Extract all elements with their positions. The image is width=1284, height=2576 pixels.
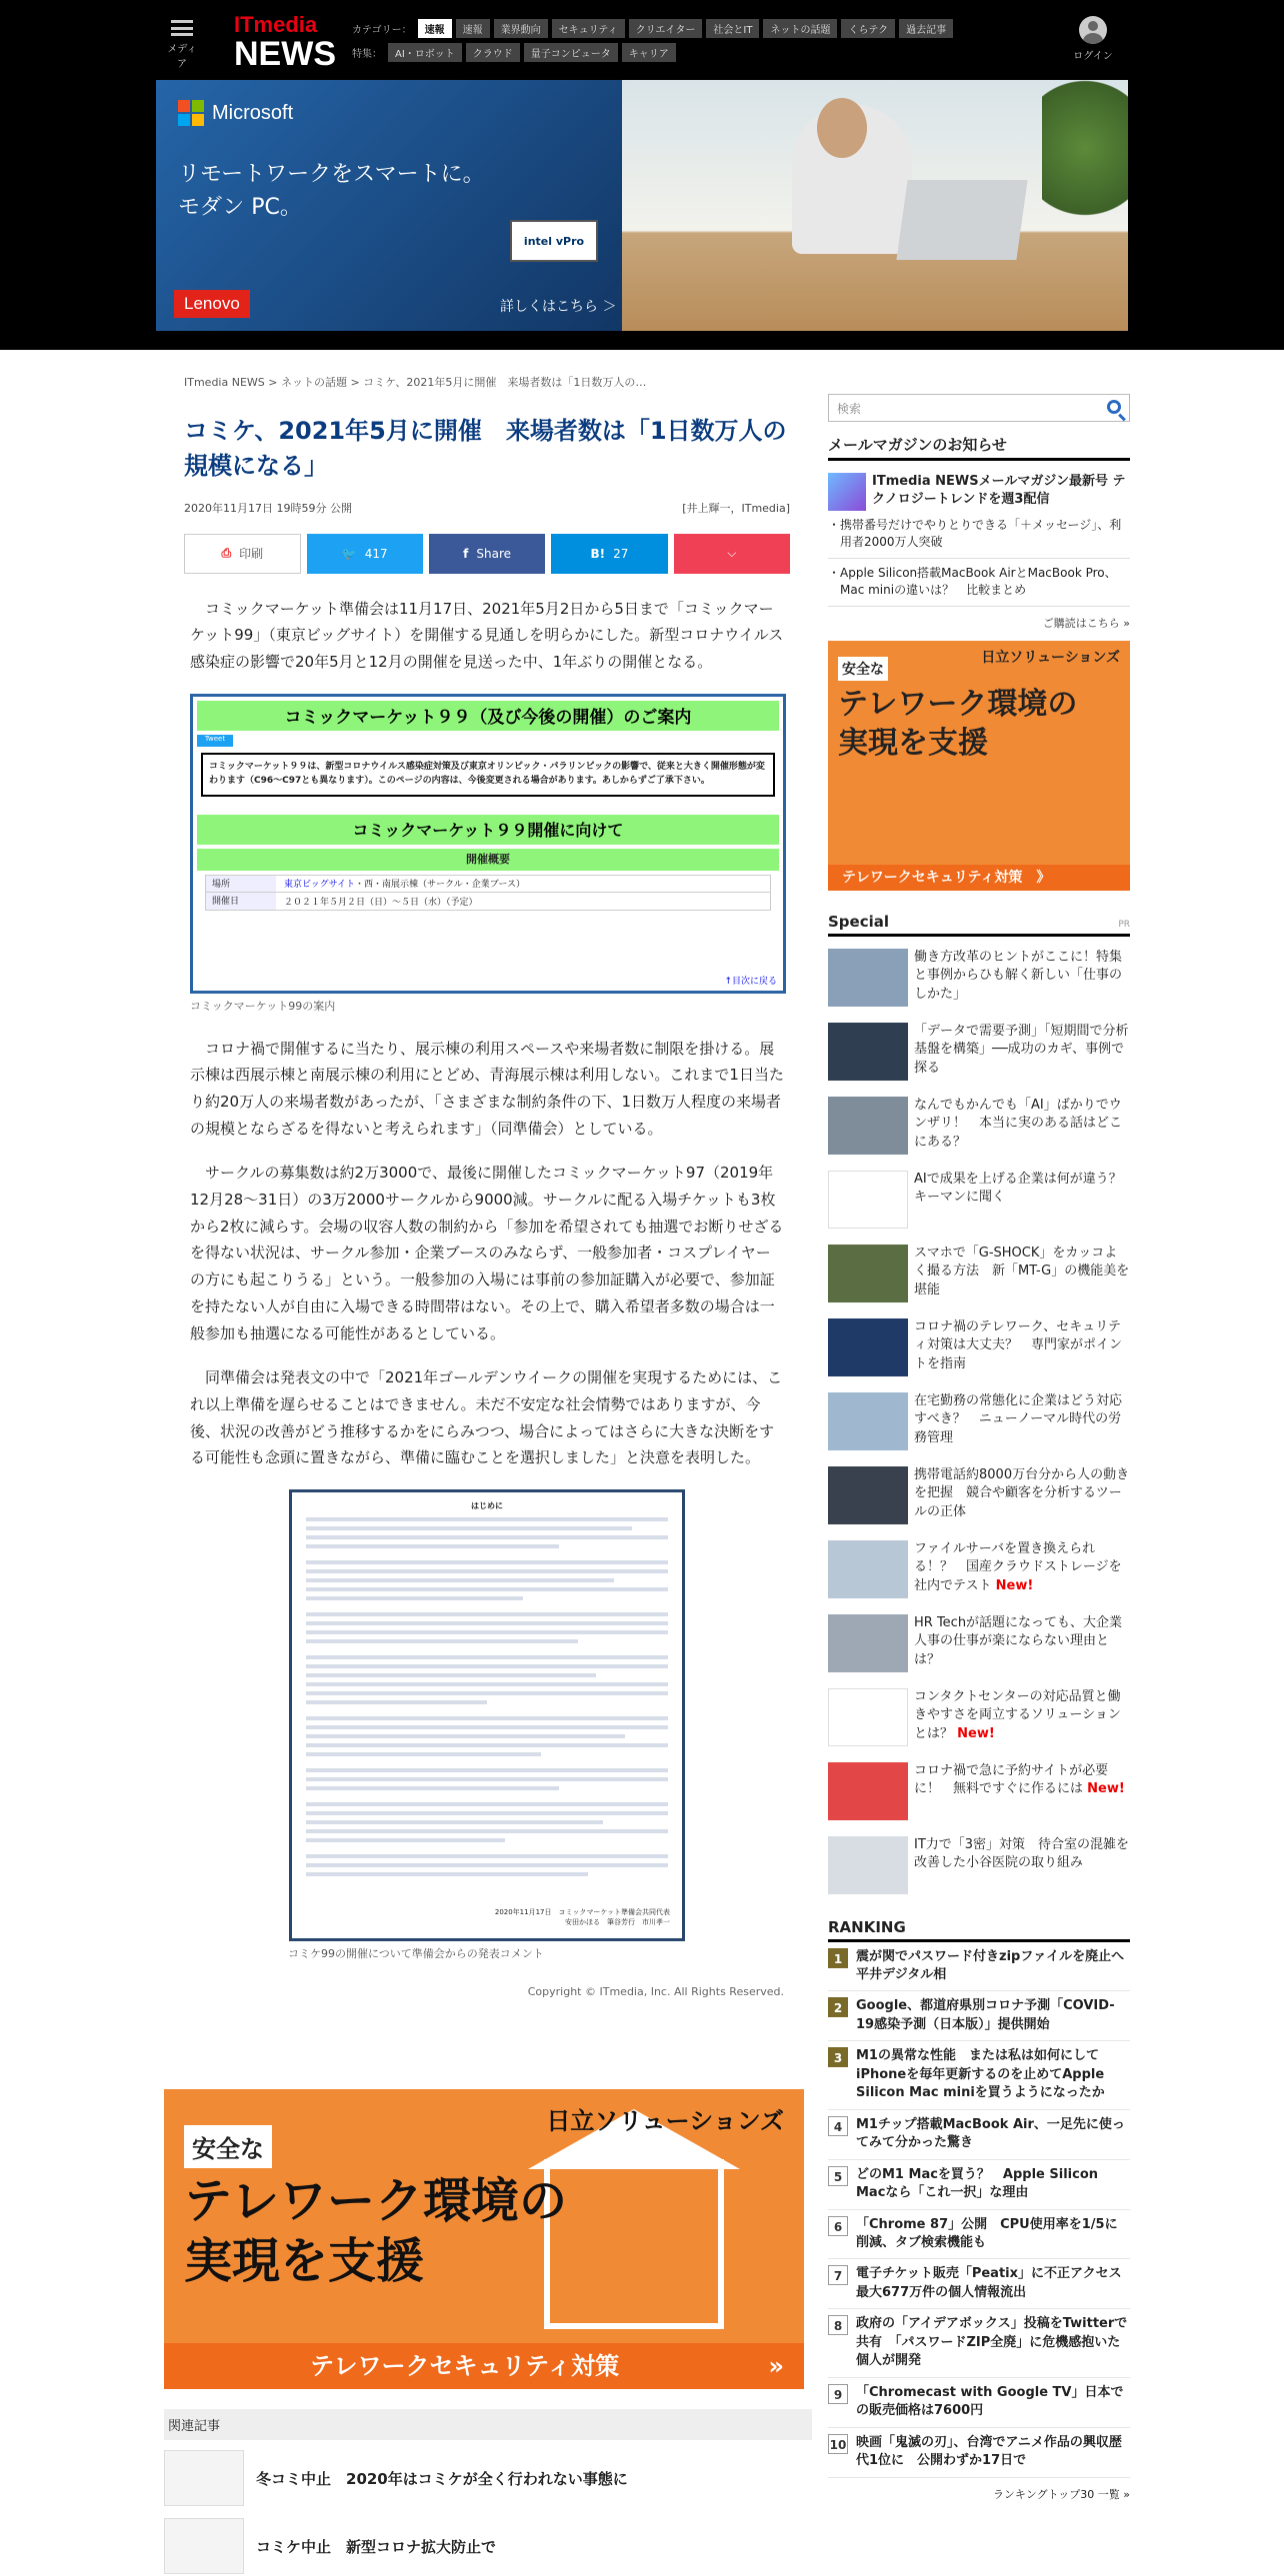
ad-headline-line: テレワーク環境の <box>838 686 1078 722</box>
ad-panel <box>156 80 622 331</box>
special-text: 在宅勤務の常態化に企業はどう対応すべき？ ニューノーマル時代の労務管理 <box>914 1392 1123 1446</box>
related-item[interactable] <box>164 2516 812 2576</box>
print-button[interactable] <box>184 534 301 574</box>
facebook-label: Share <box>476 546 512 561</box>
article-bottom-ad[interactable] <box>164 2089 804 2389</box>
pr-label: PR <box>1118 919 1130 930</box>
statement-signature <box>495 1907 670 1928</box>
ad-bar-text: テレワークセキュリティ対策 <box>310 2352 620 2380</box>
table-key: 場所 <box>206 876 276 892</box>
article-column <box>184 360 790 1998</box>
category-item[interactable]: 業界動向 <box>494 19 548 38</box>
special-item[interactable] <box>828 1392 1130 1454</box>
special-item[interactable] <box>828 949 1130 1011</box>
ranking-list <box>828 1942 1138 2478</box>
comiket-notice-figure[interactable] <box>190 694 786 994</box>
special-title <box>914 949 1130 1011</box>
category-item[interactable]: くらテク <box>841 19 895 38</box>
special-text: 働き方改革のヒントがここに！特集と事例からひも解く新しい「仕事のしかた」 <box>914 949 1123 1003</box>
statement-title: はじめに <box>471 1500 503 1510</box>
feature-item[interactable]: クラウド <box>466 43 520 62</box>
special-title <box>914 1245 1130 1306</box>
sidebar-ad[interactable] <box>828 641 1130 891</box>
user-icon <box>1079 16 1107 44</box>
ad-line-1: リモートワークをスマートに。 <box>178 162 485 187</box>
ad-tag: 安全な <box>184 2125 272 2168</box>
related-heading: 関連記事 <box>164 2409 812 2440</box>
special-thumbnail <box>828 1392 908 1450</box>
special-title <box>914 1688 1130 1750</box>
ad-photo <box>622 80 1128 331</box>
category-item[interactable]: 過去記事 <box>899 19 953 38</box>
special-text: AIで成果を上げる企業は何が違う？ キーマンに聞く <box>914 1171 1135 1206</box>
login-label: ログイン <box>1073 51 1113 62</box>
sidebar <box>828 394 1138 2502</box>
ad-brand: 日立ソリューションズ <box>981 649 1120 666</box>
ranking-item[interactable] <box>828 2259 1135 2309</box>
ranking-title: 「Chromecast with Google TV」日本での販売価格は7600円 <box>856 2384 1124 2419</box>
special-item[interactable] <box>828 1171 1135 1233</box>
special-item[interactable] <box>828 1688 1130 1750</box>
mail-title: ITmedia NEWSメールマガジン最新号 テクノロジートレンドを週3配信 <box>872 474 1126 507</box>
overview-heading: 開催概要 <box>197 849 779 871</box>
figure-note: コミックマーケット９９は、新型コロナウイルス感染症対策及び東京オリンピック・パラリンピックの影響で、従来と大きく開催形態が変わります（C96～C97とも異なります）。このページの内容は、今後変更される場合があります。あしからずご了承下さい。 <box>201 753 775 797</box>
ad-headline-line: テレワーク環境の <box>184 2173 568 2229</box>
figure-caption: コミケ99の開催について準備会からの発表コメント <box>288 1946 544 1960</box>
ranking-title: 映画「鬼滅の刃」、台湾でアニメ作品の興収歴代1位に 公開わずか17日で <box>856 2434 1122 2469</box>
special-title <box>914 1614 1130 1676</box>
tweet-count: 417 <box>364 546 388 561</box>
special-thumbnail <box>828 1171 908 1229</box>
menu-button[interactable] <box>164 20 200 70</box>
category-item[interactable]: セキュリティ <box>552 19 625 38</box>
feature-item[interactable]: キャリア <box>622 43 676 62</box>
special-item[interactable] <box>828 1097 1130 1159</box>
special-item[interactable] <box>828 1836 1130 1898</box>
author: [井上輝一，ITmedia] <box>682 501 790 515</box>
search-input[interactable] <box>828 394 1130 422</box>
feature-item[interactable]: 量子コンピュータ <box>524 43 618 62</box>
ad-brand: 日立ソリューションズ <box>546 2107 784 2135</box>
feature-label: 特集： <box>352 48 382 60</box>
special-item[interactable] <box>828 1614 1130 1676</box>
paragraph: コロナ禍で開催するに当たり、展示棟の利用スペースや来場者数に制限を掛ける。展示棟は西展示棟と南展示棟の利用にとどめ、青海展示棟は利用しない。これまで1日当たり約20万人の来場者数があったが、「さまざまな制約条件の下、1日数万人程度の来場者の規模とならざるを得ないと考えられます」（同準備会）としている。 <box>190 1039 784 1138</box>
mail-item[interactable]: ・ Apple Silicon搭載MacBook AirとMacBook Pro、Mac miniの違いは？ 比較まとめ <box>828 559 1130 607</box>
special-thumbnail <box>828 1318 908 1376</box>
special-text: 「データで需要予測」「短期間で分析基盤を構築」──成功のカギ、事例で探る <box>914 1023 1129 1077</box>
facebook-icon: f <box>463 546 469 561</box>
subscribe-link[interactable]: ご購読はこちら » <box>1042 616 1130 630</box>
figure-heading: コミックマーケット９９開催に向けて <box>197 815 779 845</box>
ranking-title: M1の異常な性能 または私は如何にしてiPhoneを毎年更新するのを止めてApple Silicon Mac miniを買うようになったか <box>856 2048 1105 2101</box>
ad-tag: 安全な <box>838 657 888 681</box>
venue-rest: ・西・南展示棟（サークル・企業ブース） <box>355 880 526 891</box>
new-badge: New! <box>995 1578 1034 1594</box>
rank-number: 10 <box>828 2434 848 2454</box>
ranking-heading: RANKING <box>828 1918 1130 1942</box>
special-thumbnail <box>828 1466 908 1524</box>
category-nav <box>352 18 992 66</box>
search-icon[interactable] <box>1107 400 1121 414</box>
related-thumbnail <box>164 2518 244 2574</box>
site-header <box>156 10 1128 73</box>
special-title <box>914 1318 1130 1380</box>
pocket-icon: ⌵ <box>727 546 737 561</box>
vpro-badge: intel vPro <box>510 220 598 262</box>
house-icon <box>544 2159 724 2329</box>
special-thumbnail <box>828 1540 908 1598</box>
hatena-count: 27 <box>613 546 629 561</box>
ranking-item[interactable] <box>828 2428 1130 2478</box>
special-thumbnail <box>828 1614 908 1672</box>
rank-number: 6 <box>828 2216 848 2236</box>
figure-caption: コミックマーケット99の案内 <box>190 999 336 1013</box>
rank-number: 2 <box>828 1997 848 2017</box>
related-title: 冬コミ中止 2020年はコミケが全く行われない事態に <box>256 2469 628 2488</box>
related-thumbnail <box>164 2450 244 2506</box>
related-item[interactable] <box>164 2448 812 2508</box>
ranking-item[interactable] <box>828 2160 1130 2210</box>
special-thumbnail <box>828 1023 908 1081</box>
login-button[interactable] <box>1068 16 1118 62</box>
special-thumbnail <box>828 949 908 1007</box>
table-value: ２０２１年５月２日（日）～５日（水）（予定） <box>284 897 478 908</box>
ranking-item[interactable] <box>828 1942 1138 1992</box>
ranking-item[interactable] <box>828 2210 1130 2260</box>
ranking-item[interactable] <box>828 2378 1130 2428</box>
ad-headline <box>838 685 1077 763</box>
category-item[interactable]: ネットの話題 <box>763 19 837 38</box>
lenovo-logo: Lenovo <box>174 290 250 318</box>
category-item[interactable]: 速報 <box>418 19 452 38</box>
ranking-title: Google、都道府県別コロナ予測「COVID-19感染予測（日本版）」提供開始 <box>856 1998 1115 2032</box>
site-logo[interactable] <box>234 12 336 73</box>
print-label: 印刷 <box>239 547 264 562</box>
rank-number: 4 <box>828 2116 848 2136</box>
ranking-item[interactable] <box>828 2110 1130 2160</box>
special-title <box>914 1540 1130 1602</box>
new-badge: New! <box>957 1726 995 1742</box>
category-item[interactable]: 社会とIT <box>706 19 759 38</box>
hamburger-icon <box>171 20 193 36</box>
mail-magazine[interactable] <box>828 473 1130 511</box>
ad-cta-link[interactable]: 詳しくはこちら ＞ <box>500 299 617 315</box>
article-body <box>184 596 790 1998</box>
figure-tweet-button: Tweet <box>197 735 233 747</box>
rank-number: 5 <box>828 2166 848 2186</box>
special-text: コロナ禍のテレワーク、セキュリティ対策は大丈夫？ 専門家がポイントを指南 <box>914 1318 1123 1372</box>
ranking-title: 電子チケット販売「Peatix」に不正アクセス 最大677万件の個人情報流出 <box>856 2266 1135 2300</box>
overview-table <box>205 875 771 911</box>
publish-date: 2020年11月17日 19時59分 公開 <box>184 501 352 515</box>
ranking-title: 政府の「アイデアボックス」投稿をTwitterで共有 「パスワードZIP全廃」に危機感抱いた個人が開発 <box>856 2316 1128 2369</box>
special-title <box>914 1466 1130 1528</box>
rank-number: 8 <box>828 2315 848 2335</box>
ranking-title: 「Chrome 87」公開 CPU使用率を1/5に削減、タブ検索機能も <box>856 2216 1118 2250</box>
special-title <box>914 1023 1130 1085</box>
logo-bottom: NEWS <box>234 35 336 73</box>
feature-item[interactable]: AI・ロボット <box>388 43 462 62</box>
pdf-icon: ⎙ <box>221 546 232 561</box>
rank-number: 7 <box>828 2265 848 2285</box>
special-heading <box>828 913 1130 937</box>
logo-top: ITmedia <box>234 12 318 37</box>
hatena-icon: B! <box>590 546 606 561</box>
special-title <box>914 1392 1130 1454</box>
article-title: コミケ、2021年5月に開催 来場者数は「1日数万人の規模になる」 <box>184 417 787 480</box>
special-thumbnail <box>828 1245 908 1302</box>
hatena-button[interactable] <box>551 534 667 574</box>
special-text: ファイルサーバを置き換えられる！？ 国産クラウドストレージを社内でテスト <box>914 1540 1122 1594</box>
figure-header: コミックマーケット９９（及び今後の開催）のご案内 <box>197 701 779 731</box>
top-advertisement[interactable] <box>156 80 1128 331</box>
special-text: IT力で「3密」対策 待合室の混雑を改善した小谷医院の取り組み <box>914 1836 1130 1871</box>
facebook-share-button[interactable] <box>429 534 545 574</box>
windows-icon <box>178 100 204 126</box>
twitter-icon: 🐦 <box>341 546 357 561</box>
paragraph: サークルの募集数は約2万3000で、最後に開催したコミックマーケット97（2019年12月28～31日）の3万2000サークルから9000減。サークルに配る入場チケットも3枚から2枚に減らす。会場の収容人数の制約から「参加を希望されても抽選でお断りせざるを得ない状況は、サークル参加・企業ブースのみならず、一般参加者・コスプレイヤーの方にも起こりうる」という。一般参加の入場には事前の参加証購入が必要で、参加証を持たない人が自由に入場できる時間帯はない。その上で、購入希望者多数の場合は一般参加も抽選になる可能性があるとしている。 <box>190 1164 784 1342</box>
ad-bar <box>164 2343 804 2389</box>
pocket-button[interactable] <box>674 534 790 574</box>
special-list <box>828 949 1135 1898</box>
ranking-title: M1チップ搭載MacBook Air、一足先に使ってみて分かった驚き <box>856 2116 1125 2151</box>
special-title <box>914 1097 1130 1159</box>
special-item[interactable] <box>828 1245 1130 1306</box>
related-title: コミケ中止 新型コロナ拡大防止で <box>256 2537 497 2556</box>
ad-brand: Microsoft <box>212 101 294 124</box>
double-chevron-icon: » <box>768 2352 784 2380</box>
special-text: なんでもかんでも「AI」ばかりでウンザリ！ 本当に実のある話はどこにある？ <box>914 1097 1123 1151</box>
ranking-item[interactable] <box>828 2041 1130 2109</box>
rank-number: 9 <box>828 2384 848 2404</box>
category-label: カテゴリー： <box>352 24 412 36</box>
new-badge: New! <box>1087 1781 1125 1797</box>
back-to-toc: ↑目次に戻る <box>724 976 777 987</box>
special-item[interactable] <box>828 1466 1130 1528</box>
ranking-item[interactable] <box>828 1991 1130 2041</box>
special-thumbnail <box>828 1762 908 1820</box>
special-item[interactable] <box>828 1023 1130 1085</box>
paragraph: 同準備会は発表文の中で「2021年ゴールデンウイークの開催を実現するためには、これ以上準備を遅らせることはできません。未だ不安定な社会情勢ではありますが、今後、状況の改善がどう推移するかをにらみつつ、場合によってはさらに大きな決断をする可能性も念頭に置きながら、準備に臨むことを選択しました」と決意を表明した。 <box>190 1368 783 1467</box>
paragraph: コミックマーケット準備会は11月17日、2021年5月2日から5日まで「コミックマーケット99」（東京ビッグサイト）を開催する見通しを明らかにした。新型コロナウイルス感染症の影響で20年5月と12月の開催を見送った中、1年ぶりの開催となる。 <box>190 599 784 671</box>
breadcrumb[interactable]: ITmedia NEWS > ネットの話題 > コミケ、2021年5月に開催 来場者数は「1日数万人の… <box>184 376 647 389</box>
special-text: 携帯電話約8000万台分から人の動きを把握 競合や顧客を分析するツールの正体 <box>914 1466 1130 1520</box>
special-text: コンタクトセンターの対応品質と働きやすさを両立するソリューションとは？ <box>914 1688 1121 1742</box>
special-item[interactable] <box>828 1318 1130 1380</box>
special-title: Special <box>828 912 890 931</box>
category-item[interactable]: クリエイター <box>629 19 703 38</box>
copyright: Copyright © ITmedia, Inc. All Rights Reserved. <box>527 1984 784 1998</box>
search-placeholder: 検索 <box>837 402 862 416</box>
rank-number: 1 <box>828 1948 848 1968</box>
ad-headline-line: 実現を支援 <box>838 725 988 761</box>
special-title <box>914 1171 1135 1233</box>
microsoft-logo <box>178 100 293 126</box>
table-key: 開催日 <box>206 893 276 910</box>
article-meta <box>184 500 790 516</box>
menu-label: メディア <box>167 44 197 70</box>
mail-heading: メールマガジンのお知らせ <box>828 434 1130 461</box>
ad-headline-line: 実現を支援 <box>184 2233 425 2289</box>
special-title <box>914 1762 1130 1824</box>
ad-copy <box>178 158 485 224</box>
venue-link: 東京ビッグサイト <box>284 880 356 891</box>
special-thumbnail <box>828 1836 908 1894</box>
ad-line-2: モダン PC。 <box>178 195 302 220</box>
special-text: HR Techが話題になっても、大企業人事の仕事が楽にならない理由とは？ <box>914 1614 1123 1668</box>
ranking-title: どのM1 Macを買う？ Apple Silicon Macなら「これ一択」な理由 <box>856 2166 1099 2201</box>
share-bar <box>184 534 790 574</box>
special-item[interactable] <box>828 1540 1130 1602</box>
ranking-item[interactable] <box>828 2309 1130 2377</box>
special-thumbnail <box>828 1097 908 1155</box>
special-text: スマホで「G-SHOCK」をカッコよく撮る方法 新「MT-G」の機能美を堪能 <box>914 1245 1130 1298</box>
special-thumbnail <box>828 1688 908 1746</box>
statement-figure[interactable] <box>289 1489 685 1941</box>
category-item[interactable]: 速報 <box>456 19 490 38</box>
related-articles <box>164 2409 812 2576</box>
statement-text-lines <box>306 1517 668 1876</box>
special-text: コロナ禍で急に予約サイトが必要に！ 無料ですぐに作るには <box>914 1762 1109 1797</box>
special-title <box>914 1836 1130 1898</box>
ranking-more-link[interactable]: ランキングトップ30 一覧 » <box>992 2487 1130 2501</box>
ad-headline <box>184 2171 567 2291</box>
ad-bar: テレワークセキュリティ対策 》 <box>828 865 1130 891</box>
signature-line: 2020年11月17日 コミックマーケット準備会共同代表 <box>494 1907 670 1916</box>
mail-icon <box>828 473 866 511</box>
ranking-title: 震が関でパスワード付きzipファイルを廃止へ 平井デジタル相 <box>856 1948 1138 1983</box>
special-item[interactable] <box>828 1762 1130 1824</box>
tweet-button[interactable] <box>307 534 423 574</box>
mail-item[interactable]: ・ 携帯番号だけでやりとりできる「＋メッセージ」、利用者2000万人突破 <box>828 511 1130 559</box>
signature-line: 安田かほる 筆谷芳行 市川孝一 <box>565 1918 670 1927</box>
rank-number: 3 <box>828 2047 848 2067</box>
